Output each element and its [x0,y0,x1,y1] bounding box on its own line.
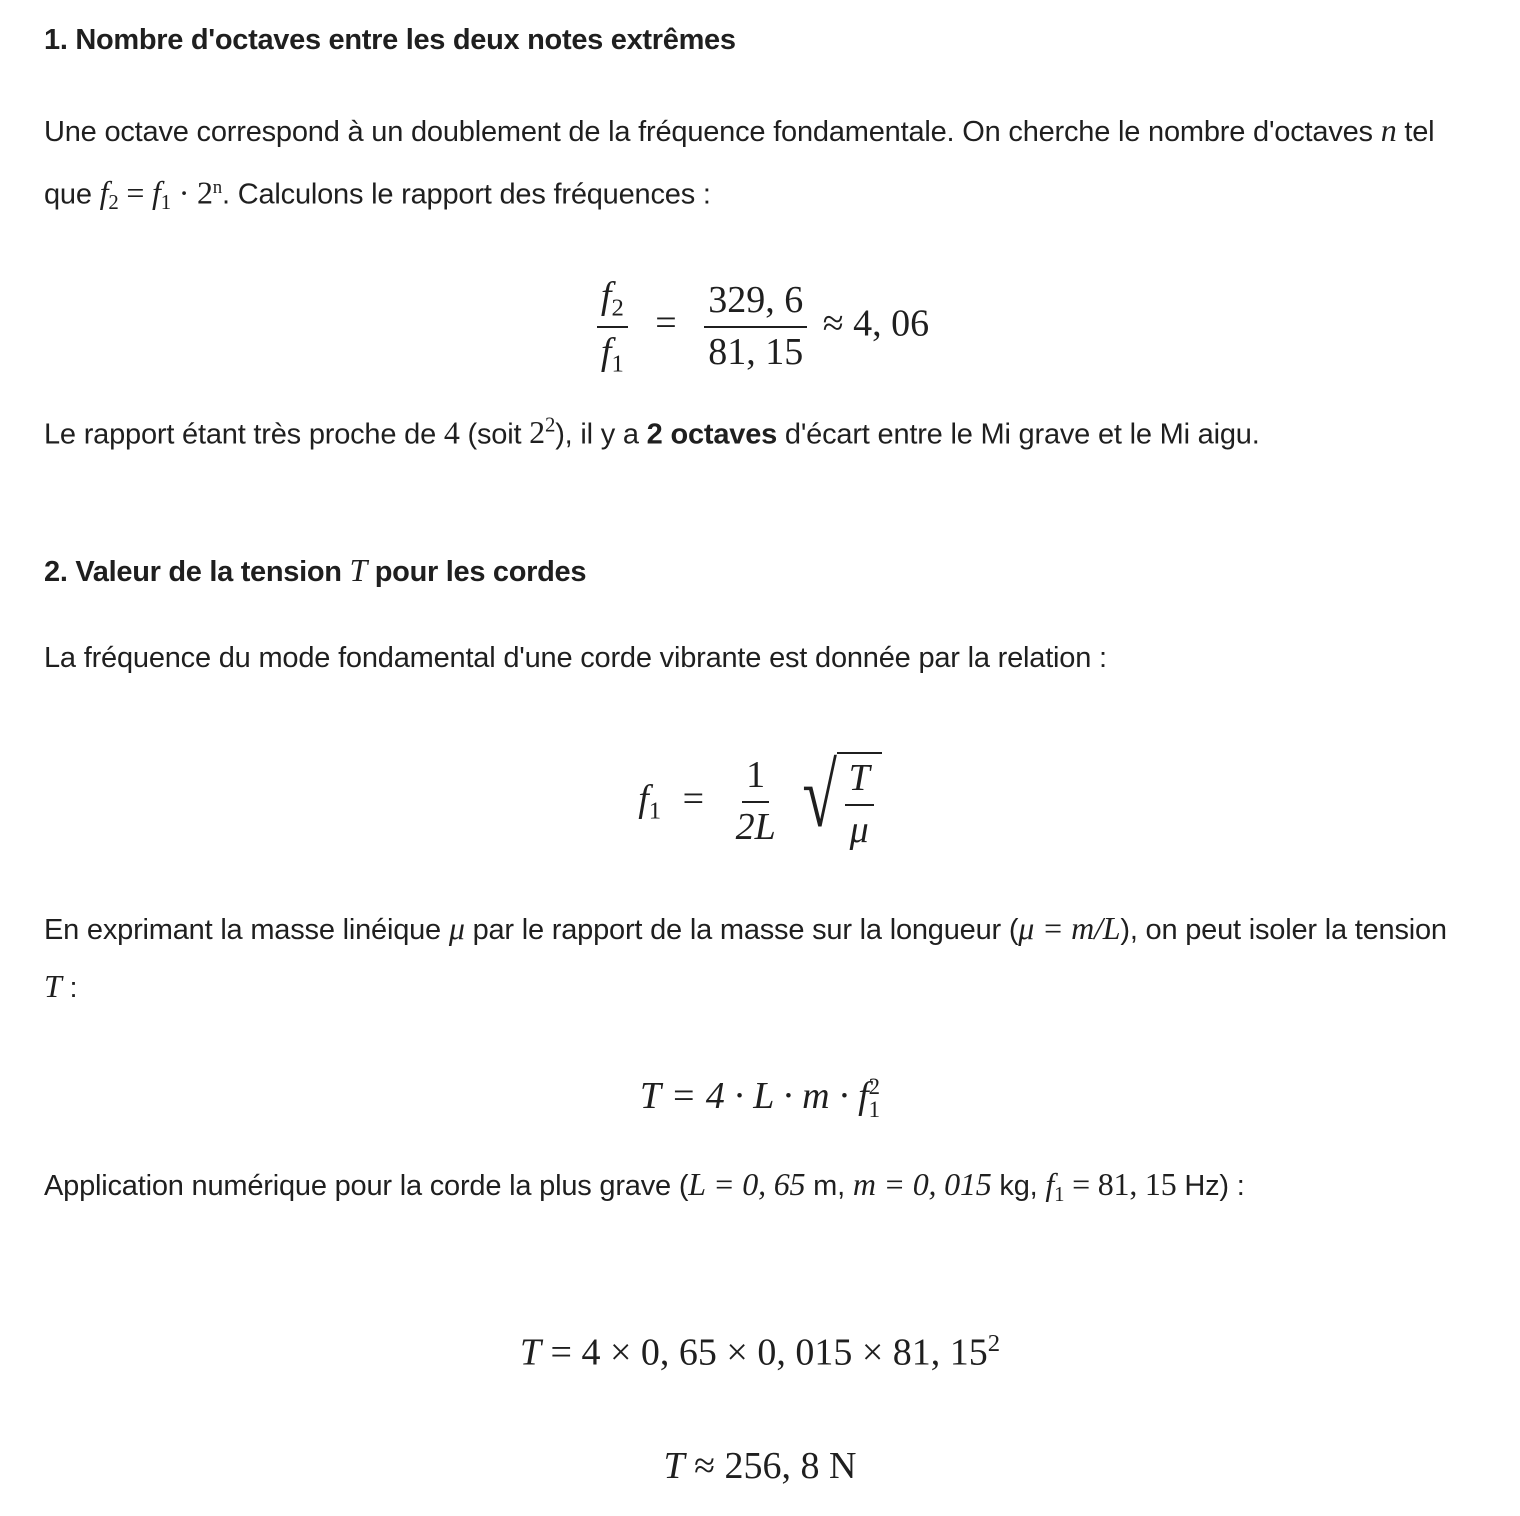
math-T: T [44,968,62,1004]
text: par le rapport de la masse sur la longueur ( [464,914,1019,946]
paragraph-octave-conclusion [44,398,1464,462]
math-f2: $f_2$ [99,174,119,215]
tension-rhs: = 4 · L · m · f [670,1075,869,1117]
text: Le rapport étant très proche de [44,418,444,451]
text: Hz) : [1176,1170,1245,1202]
equation-tension-result [0,1444,1520,1488]
ratio-result: 4, 06 [853,302,930,345]
T-lhs: T [663,1445,685,1487]
text: Application numérique pour la corde la plus grave ( [44,1170,689,1202]
section-1-heading: 1. Nombre d'octaves entre les deux notes extrêmes [44,24,736,56]
math-two-squared: $2^2$ [529,414,556,451]
equation-fundamental-frequency [0,747,1520,852]
equals-sign: = [682,777,705,820]
sup-sub: 2 1 [868,1074,881,1123]
text: (soit [459,418,530,451]
paragraph-linear-mass [44,900,1464,1016]
square-root [795,747,882,852]
f1-lhs: $f_1$ [638,777,662,824]
math-L-value: L = 0, 65 [688,1166,806,1202]
math-mu: μ [448,910,465,946]
equation-frequency-ratio [0,276,1520,377]
fraction-T-over-mu: $\frac{T}{\mu}$ [845,758,874,852]
text: kg, [991,1170,1046,1202]
math-exponent-n: n [212,177,223,198]
fraction-values: $\frac{329, 6}{81, 15}$ [704,280,807,374]
text: En exprimant la masse linéique [44,914,449,946]
tension-result: ≈ 256, 8 N [694,1445,857,1487]
substitution-rhs: = 4 × 0, 65 × 0, 015 × 81, 15 [550,1331,988,1374]
math-n: n [1380,112,1397,148]
section-2-heading: 2. Valeur de la tension T pour les cordes [44,552,587,588]
equation-tension-formula [0,1074,1520,1122]
text: Une octave correspond à un doublement de la fréquence fondamentale. On cherche le nombre d'octaves [44,116,1381,148]
paragraph-octave-definition [44,102,1464,232]
math-mu-equation: μ = m/L [1018,910,1121,946]
math-f1: $f_1$ [1045,1166,1065,1207]
exponent: 2 [987,1330,1001,1357]
section-2 [44,552,586,589]
radical-icon: √ [802,747,838,846]
text: : [61,972,78,1004]
section-1 [44,24,736,57]
math-equals: = [118,174,153,211]
fraction-f2-f1: $\frac{f_2}{f_1}$ [597,276,628,377]
text: d'écart entre le Mi grave et le Mi aigu. [777,418,1260,451]
math-four: 4 [443,414,460,451]
text: m, [805,1170,853,1202]
T-lhs: T [639,1075,662,1117]
equals-sign: = [655,302,677,345]
math-f1: $f_1$ [152,174,171,215]
math-f1-value: = 81, 15 [1064,1166,1177,1202]
math-dot-two: · 2 [170,174,213,211]
T-lhs: T [519,1331,542,1374]
fraction-one-over-2L: $\frac{1}{2L}$ [735,754,776,848]
approx-sign: ≈ [822,302,844,345]
paragraph-relation-intro: La fréquence du mode fondamental d'une corde vibrante est donnée par la relation : [44,642,1107,674]
bold-octaves: 2 octaves [646,418,778,451]
equation-numeric-substitution [0,1330,1520,1375]
paragraph-numeric-application [44,1156,1464,1223]
text: ), il y a [555,418,647,451]
text: . Calculons le rapport des fréquences : [222,178,711,211]
text: tel que [44,116,1435,211]
text: ), on peut isoler la tension [1120,914,1447,946]
math-m-value: m = 0, 015 [852,1166,992,1202]
